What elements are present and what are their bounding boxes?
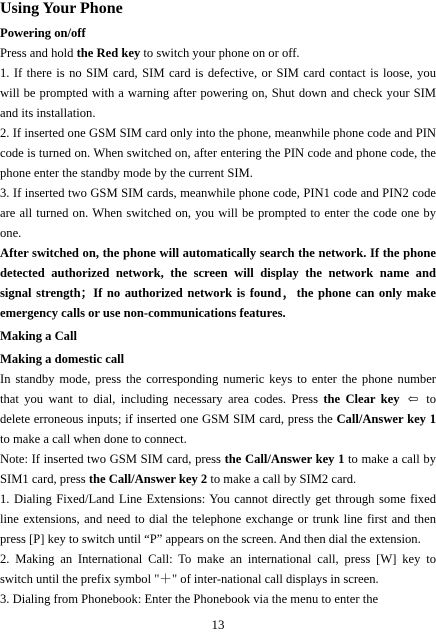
- clear-key-icon: ⇦: [407, 392, 419, 406]
- note-text-c: to make a call by SIM1 card, press: [0, 452, 436, 486]
- power-intro-text-end: to switch your phone on or off.: [140, 46, 300, 60]
- power-intro-text: Press and hold: [0, 46, 77, 60]
- red-key-label: the Red key: [76, 46, 141, 60]
- power-item-2: 2. If inserted one GSM SIM card only into the phone, meanwhile phone code and PIN code is turned on. When switched on, after entering the PIN code and phone code, the phone enter the standby mode by the current SIM.: [0, 126, 436, 180]
- clear-key-label: the Clear key: [323, 392, 400, 406]
- page-number: 13: [211, 617, 225, 632]
- note-text-e: to make a call by SIM2 card.: [207, 472, 357, 486]
- call-answer-key-1-label: Call/Answer key 1: [336, 412, 436, 426]
- page-title: Using Your Phone: [0, 0, 123, 17]
- section-heading-making-call: Making a Call: [0, 329, 77, 343]
- power-intro: [0, 43, 436, 63]
- domestic-text-e: to make a call when done to connect.: [0, 432, 187, 446]
- call-item-2: 2. Making an International Call: To make an international call, press [W] key to switch until the prefix symbol "＋" of inter-national call displays in screen.: [0, 552, 436, 586]
- power-item-3: 3. If inserted two GSM SIM cards, meanwhile phone code, PIN1 code and PIN2 code are all turned on. When switched on, you will be prompted to enter the code one by one.: [0, 186, 436, 240]
- domestic-text-a: In standby mode, press the corresponding numeric keys to enter the phone number that you want to dial, including necessary area codes. Press: [0, 372, 436, 406]
- domestic-text-c: to delete erroneous inputs; if inserted one GSM SIM card, press the: [0, 392, 436, 426]
- domestic-call-paragraph: [0, 369, 436, 449]
- note-text-a: Note: If inserted two GSM SIM card, press: [0, 452, 225, 466]
- call-item-1: 1. Dialing Fixed/Land Line Extensions: You cannot directly get through some fixed line extensions, and need to dial the telephone exchange or trunk line first and then press [P] key to switch until “P” appears on the screen. And then dial the extension.: [0, 492, 436, 546]
- subheading-domestic-call: Making a domestic call: [0, 352, 125, 366]
- section-heading-powering: Powering on/off: [0, 26, 86, 40]
- call-item-3: 3. Dialing from Phonebook: Enter the Phonebook via the menu to enter the: [0, 592, 379, 606]
- note-key-1-label: the Call/Answer key 1: [224, 452, 345, 466]
- network-search-note: After switched on, the phone will automatically search the network. If the phone detected authorized network, the screen will display the network name and signal strength；If no authorized network is found，the phone can only make emergency calls or use non-communications features.: [0, 246, 436, 320]
- note-key-2-label: the Call/Answer key 2: [88, 472, 208, 486]
- power-item-1: 1. If there is no SIM card, SIM card is defective, or SIM card contact is loose, you will be prompted with a warning after powering on, Shut down and check your SIM and its installation.: [0, 66, 436, 120]
- dual-sim-note: [0, 449, 436, 489]
